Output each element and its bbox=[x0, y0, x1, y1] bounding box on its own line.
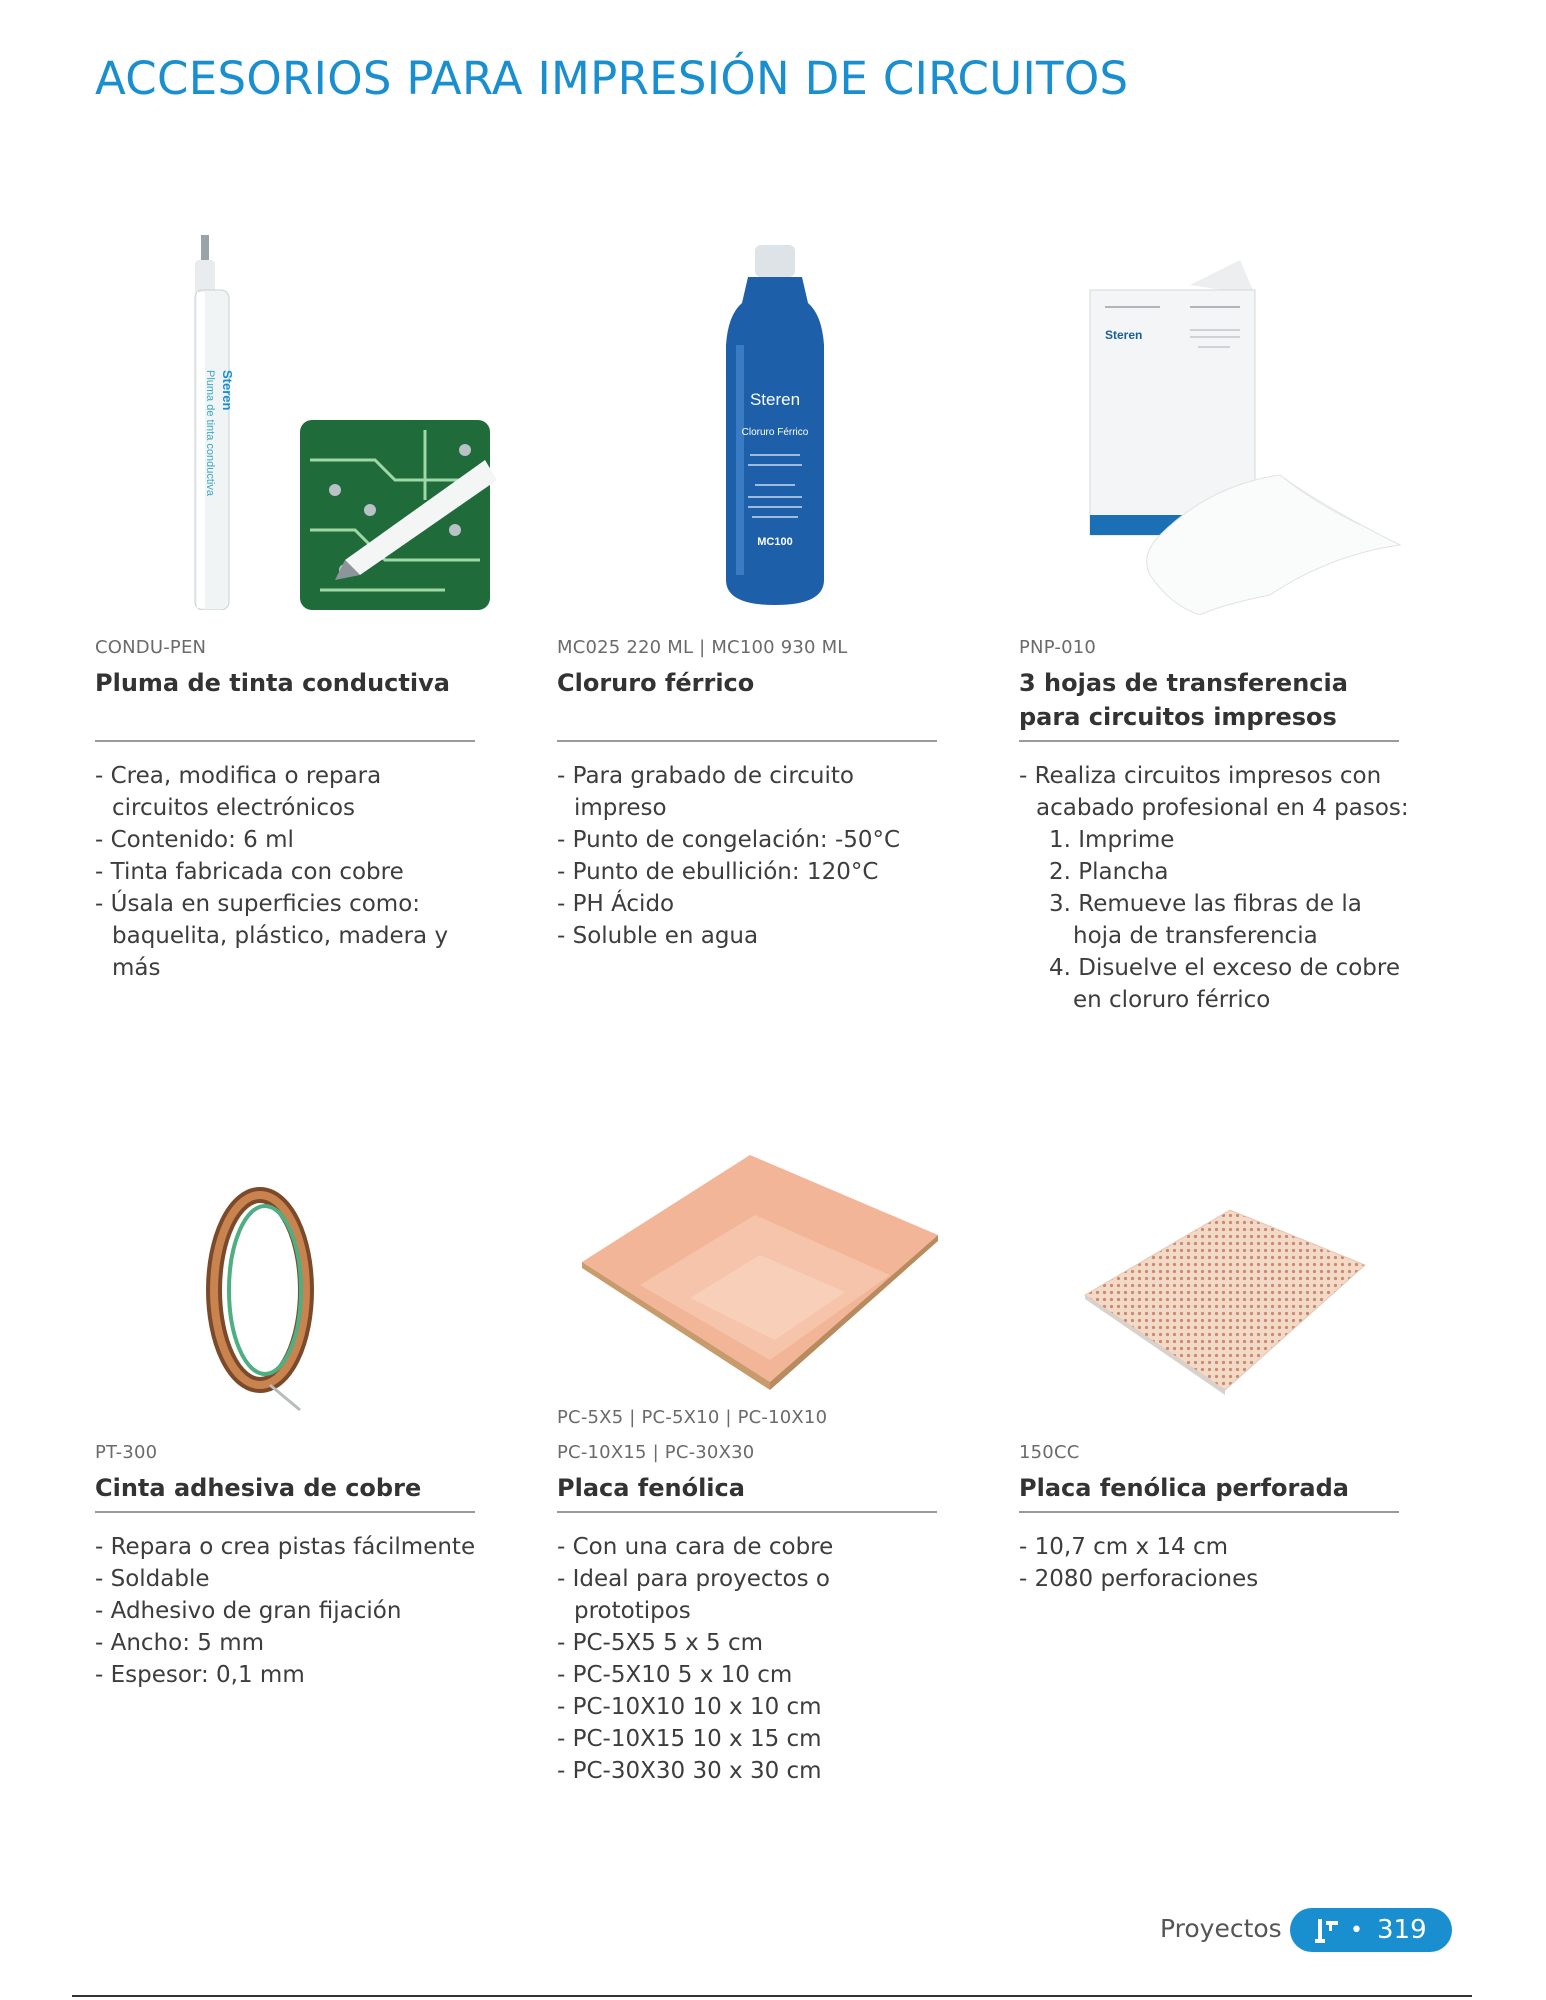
feature-item: - 10,7 cm x 14 cm bbox=[1019, 1534, 1229, 1560]
ferric-chloride-bottle-image bbox=[700, 245, 850, 610]
feature-list bbox=[557, 1531, 947, 1787]
feature-item: - Repara o crea pistas fácilmente bbox=[95, 1534, 476, 1560]
phenolic-board-image bbox=[580, 1150, 940, 1390]
product-code: MC025 220 ML | MC100 930 ML bbox=[557, 637, 848, 658]
feature-item: - Soldable bbox=[95, 1566, 210, 1592]
product-code-secondary: PC-10X15 | PC-30X30 bbox=[557, 1442, 755, 1463]
product-name: Cinta adhesiva de cobre bbox=[95, 1474, 422, 1502]
page-title: ACCESORIOS PARA IMPRESIÓN DE CIRCUITOS bbox=[95, 52, 1129, 105]
feature-item: - Espesor: 0,1 mm bbox=[95, 1662, 305, 1688]
section-label: Proyectos bbox=[1160, 1914, 1282, 1943]
product-card bbox=[1019, 1441, 1409, 1595]
tools-icon bbox=[1312, 1915, 1342, 1945]
step-item: 2. Plancha bbox=[1049, 859, 1169, 885]
feature-item: - Tinta fabricada con cobre bbox=[95, 859, 404, 885]
product-code: PT-300 bbox=[95, 1442, 158, 1463]
bottle-brand-label: Steren bbox=[749, 390, 801, 409]
product-name: Pluma de tinta conductiva bbox=[95, 669, 450, 697]
feature-item: - Para grabado de circuito impreso bbox=[557, 763, 854, 821]
feature-item: - PC-30X30 30 x 30 cm bbox=[557, 1758, 822, 1784]
feature-list bbox=[1019, 760, 1409, 824]
badge-separator: • bbox=[1350, 1917, 1363, 1943]
bottle-product-label: Cloruro Férrico bbox=[741, 427, 809, 438]
product-card bbox=[557, 636, 947, 952]
sheet-brand-label: Steren bbox=[1105, 328, 1143, 342]
product-code: PNP-010 bbox=[1019, 637, 1097, 658]
product-card bbox=[1019, 636, 1409, 1016]
product-name: Cloruro férrico bbox=[557, 669, 755, 697]
feature-item: - PC-5X5 5 x 5 cm bbox=[557, 1630, 764, 1656]
perforated-board-image bbox=[1080, 1205, 1370, 1395]
pen-product-label: Pluma de tinta conductiva bbox=[204, 370, 216, 496]
page-number-badge bbox=[1290, 1908, 1452, 1952]
feature-item: - PC-5X10 5 x 10 cm bbox=[557, 1662, 793, 1688]
feature-item: - PC-10X15 10 x 15 cm bbox=[557, 1726, 822, 1752]
feature-list bbox=[95, 760, 485, 984]
product-code: 150CC bbox=[1019, 1442, 1080, 1463]
feature-item: - Contenido: 6 ml bbox=[95, 827, 294, 853]
feature-item: - Soluble en agua bbox=[557, 923, 759, 949]
product-name: Placa fenólica perforada bbox=[1019, 1474, 1349, 1502]
product-name: Placa fenólica bbox=[557, 1474, 745, 1502]
product-name: 3 hojas de transferencia para circuitos impresos bbox=[1019, 669, 1348, 731]
feature-list bbox=[95, 1531, 485, 1691]
feature-item: - Crea, modifica o repara circuitos electrónicos bbox=[95, 763, 382, 821]
feature-item: - PH Ácido bbox=[557, 891, 675, 917]
feature-list bbox=[1019, 1531, 1409, 1595]
steps-list bbox=[1019, 824, 1409, 1016]
page-number: 319 bbox=[1376, 1915, 1427, 1945]
divider bbox=[1019, 1511, 1399, 1513]
step-item: 4. Disuelve el exceso de cobre en cloruro férrico bbox=[1049, 955, 1400, 1013]
divider bbox=[557, 1511, 937, 1513]
product-card bbox=[557, 1406, 947, 1787]
feature-item: - 2080 perforaciones bbox=[1019, 1566, 1259, 1592]
copper-tape-image bbox=[205, 1180, 325, 1415]
feature-item: - Ancho: 5 mm bbox=[95, 1630, 265, 1656]
divider bbox=[557, 740, 937, 742]
feature-item: - Realiza circuitos impresos con acabado profesional en 4 pasos: bbox=[1019, 763, 1409, 821]
pen-brand-label: Steren bbox=[220, 370, 235, 411]
divider bbox=[95, 1511, 475, 1513]
feature-item: - Con una cara de cobre bbox=[557, 1534, 834, 1560]
product-code: PC-5X5 | PC-5X10 | PC-10X10 bbox=[557, 1407, 828, 1428]
feature-list bbox=[557, 760, 947, 952]
feature-item: - Punto de ebullición: 120°C bbox=[557, 859, 879, 885]
divider bbox=[1019, 740, 1399, 742]
conductive-pen-image bbox=[185, 230, 505, 610]
divider bbox=[95, 740, 475, 742]
feature-item: - Punto de congelación: -50°C bbox=[557, 827, 901, 853]
feature-item: - Ideal para proyectos o prototipos bbox=[557, 1566, 830, 1624]
product-card bbox=[95, 636, 485, 984]
step-item: 3. Remueve las fibras de la hoja de transferencia bbox=[1049, 891, 1362, 949]
product-card bbox=[95, 1441, 485, 1691]
footer-rule bbox=[72, 1995, 1472, 1997]
transfer-sheets-image bbox=[1080, 255, 1420, 615]
feature-item: - Adhesivo de gran fijación bbox=[95, 1598, 402, 1624]
feature-item: - Úsala en superficies como: baquelita, plástico, madera y más bbox=[95, 891, 449, 981]
product-code: CONDU-PEN bbox=[95, 637, 207, 658]
bottle-model-label: MC100 bbox=[757, 536, 793, 548]
step-item: 1. Imprime bbox=[1049, 827, 1175, 853]
feature-item: - PC-10X10 10 x 10 cm bbox=[557, 1694, 822, 1720]
